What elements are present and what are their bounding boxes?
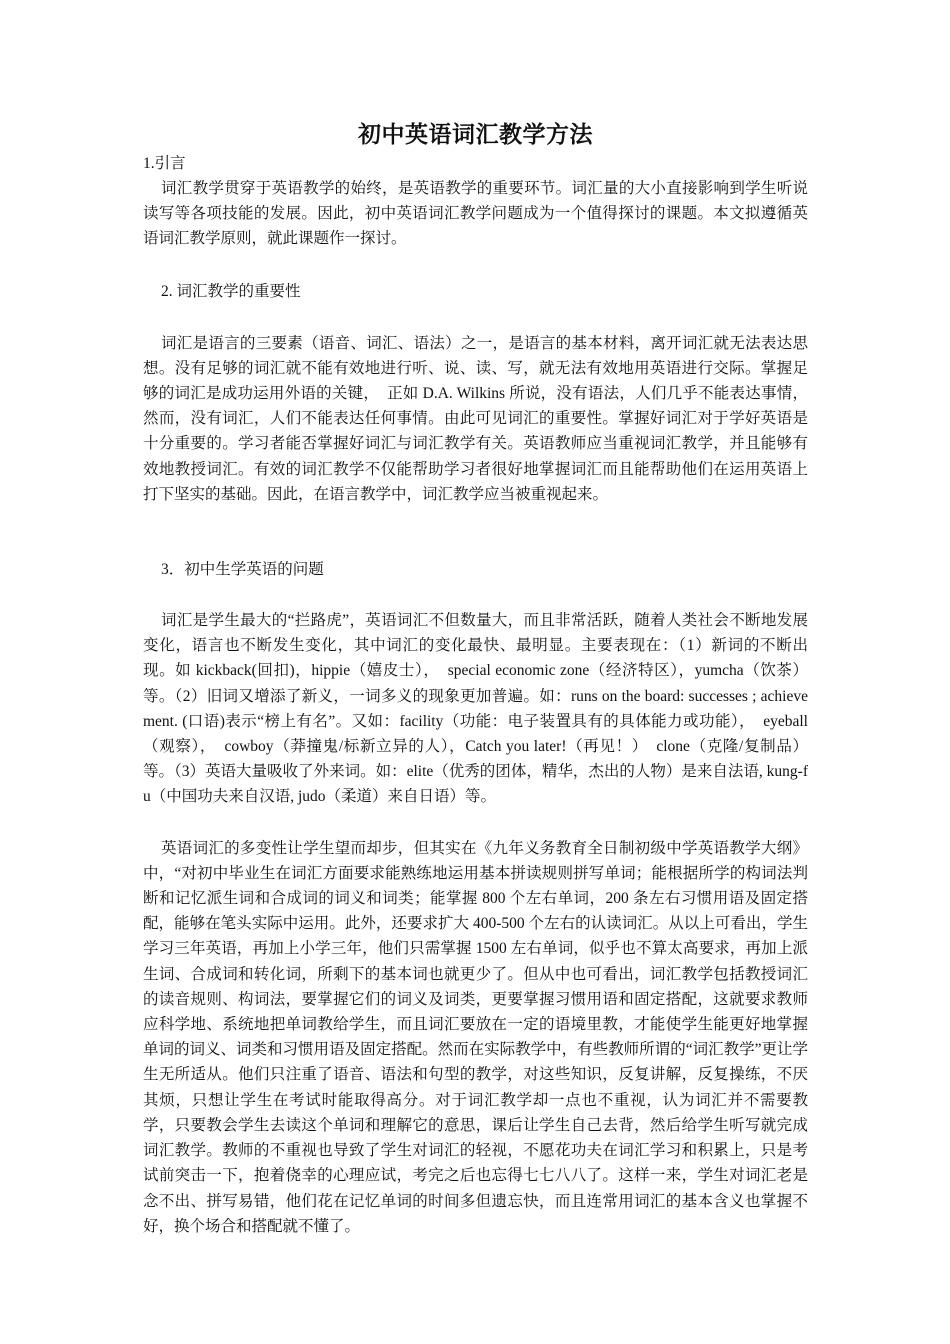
paragraph-importance: 词汇是语言的三要素（语音、词汇、语法）之一，是语言的基本材料，离开词汇就无法表达思想。没有足够的词汇就不能有效地进行听、说、读、写，就无法有效地用英语进行交际。掌握足够的词汇是成功运用外语的关键， 正如 D.A. Wilkins 所说，没有语法，人们几乎不能表达事情，然而，没有词汇，人们不能表达任何事情。由此可见词汇的重要性。掌握好词汇对于学好英语是十分重要的。学习者能否掌握好词汇与词汇教学有关。英语教师应当重视词汇教学，并且能够有效地教授词汇。有效的词汇教学不仅能帮助学习者很好地掌握词汇而且能帮助他们在运用英语上打下坚实的基础。因此，在语言教学中，词汇教学应当被重视起来。 bbox=[143, 334, 808, 503]
section-heading-introduction: 1.引言 bbox=[143, 155, 186, 172]
section-heading-importance: 2. 词汇教学的重要性 bbox=[161, 282, 301, 300]
paragraph-problems-teaching: 英语词汇的多变性让学生望而却步，但其实在《九年义务教育全日制初级中学英语教学大纲》中，“对初中毕业生在词汇方面要求能熟练地运用基本拼读规则拼写单词；能根据所学的构词法判断和记忆派生词和合成词的词义和词类；能掌握 800 个左右单词，200 条左右习惯用语及固定搭配，能够在笔头实际中运用。此外，还要求扩大 400-500 个左右的认读词汇。从以上可看出，学生学习三年英语，再加上小学三年，他们只需掌握 1500 左右单词，似乎也不算太高要求，再加上派生词、合成词和转化词，所剩下的基本词也就更少了。但从中也可看出，词汇教学包括教授词汇的读音规则、构词法，要掌握它们的词义及词类，更要掌握习惯用语和固定搭配，这就要求教师应科学地、系统地把单词教给学生，而且词汇要放在一定的语境里教，才能使学生能更好地掌握单词的词义、词类和习惯用语及固定搭配。然而在实际教学中，有些教师所谓的“词汇教学”更让学生无所适从。他们只注重了语音、语法和句型的教学，对这些知识，反复讲解，反复操练，不厌其烦，只想让学生在考试时能取得高分。对于词汇教学却一点也不重视，认为词汇并不需要教学，只要教会学生去读这个单词和理解它的意思，课后让学生自己去背，然后给学生听写就完成词汇教学。教师的不重视也导致了学生对词汇的轻视，不愿花功夫在词汇学习和积累上，只是考试前突击一下，抱着侥幸的心理应试，考完之后也忘得七七八八了。这样一来，学生对词汇老是念不出、拼写易错，他们花在记忆单词的时间多但遗忘快，而且连常用词汇的基本含义也掌握不好，换个场合和搭配就不懂了。 bbox=[143, 839, 808, 1235]
section-heading-problems: 3．初中生学英语的问题 bbox=[161, 561, 324, 579]
document-page bbox=[143, 118, 808, 1239]
document-title: 初中英语词汇教学方法 bbox=[358, 122, 593, 147]
paragraph-problems-vocabulary-change: 词汇是学生最大的“拦路虎”，英语词汇不但数量大，而且非常活跃，随着人类社会不断地发展变化，语言也不断发生变化，其中词汇的变化最快、最明显。主要表现在：（1）新词的不断出现。如 kickback(回扣)，hippie（嬉皮士）， special economic zone（经济特区），yumcha（饮茶）等。（2）旧词又增添了新义，一词多义的现象更加普遍。如：runs on the board: successes ; achievement. (口语)表示“榜上有名”。又如：facility（功能：电子装置具有的具体能力或功能）， eyeball（观察）， cowboy（莽撞鬼/标新立异的人），Catch you later!（再见！） clone（克隆/复制品）等。（3）英语大量吸收了外来词。如：elite（优秀的团体，精华，杰出的人物）是来自法语, kung-fu（中国功夫来自汉语, judo（柔道）来自日语）等。 bbox=[143, 612, 808, 806]
paragraph-introduction: 词汇教学贯穿于英语教学的始终，是英语教学的重要环节。词汇量的大小直接影响到学生听说读写等各项技能的发展。因此，初中英语词汇教学问题成为一个值得探讨的课题。本文拟遵循英语词汇教学原则，就此课题作一探讨。 bbox=[143, 180, 808, 248]
